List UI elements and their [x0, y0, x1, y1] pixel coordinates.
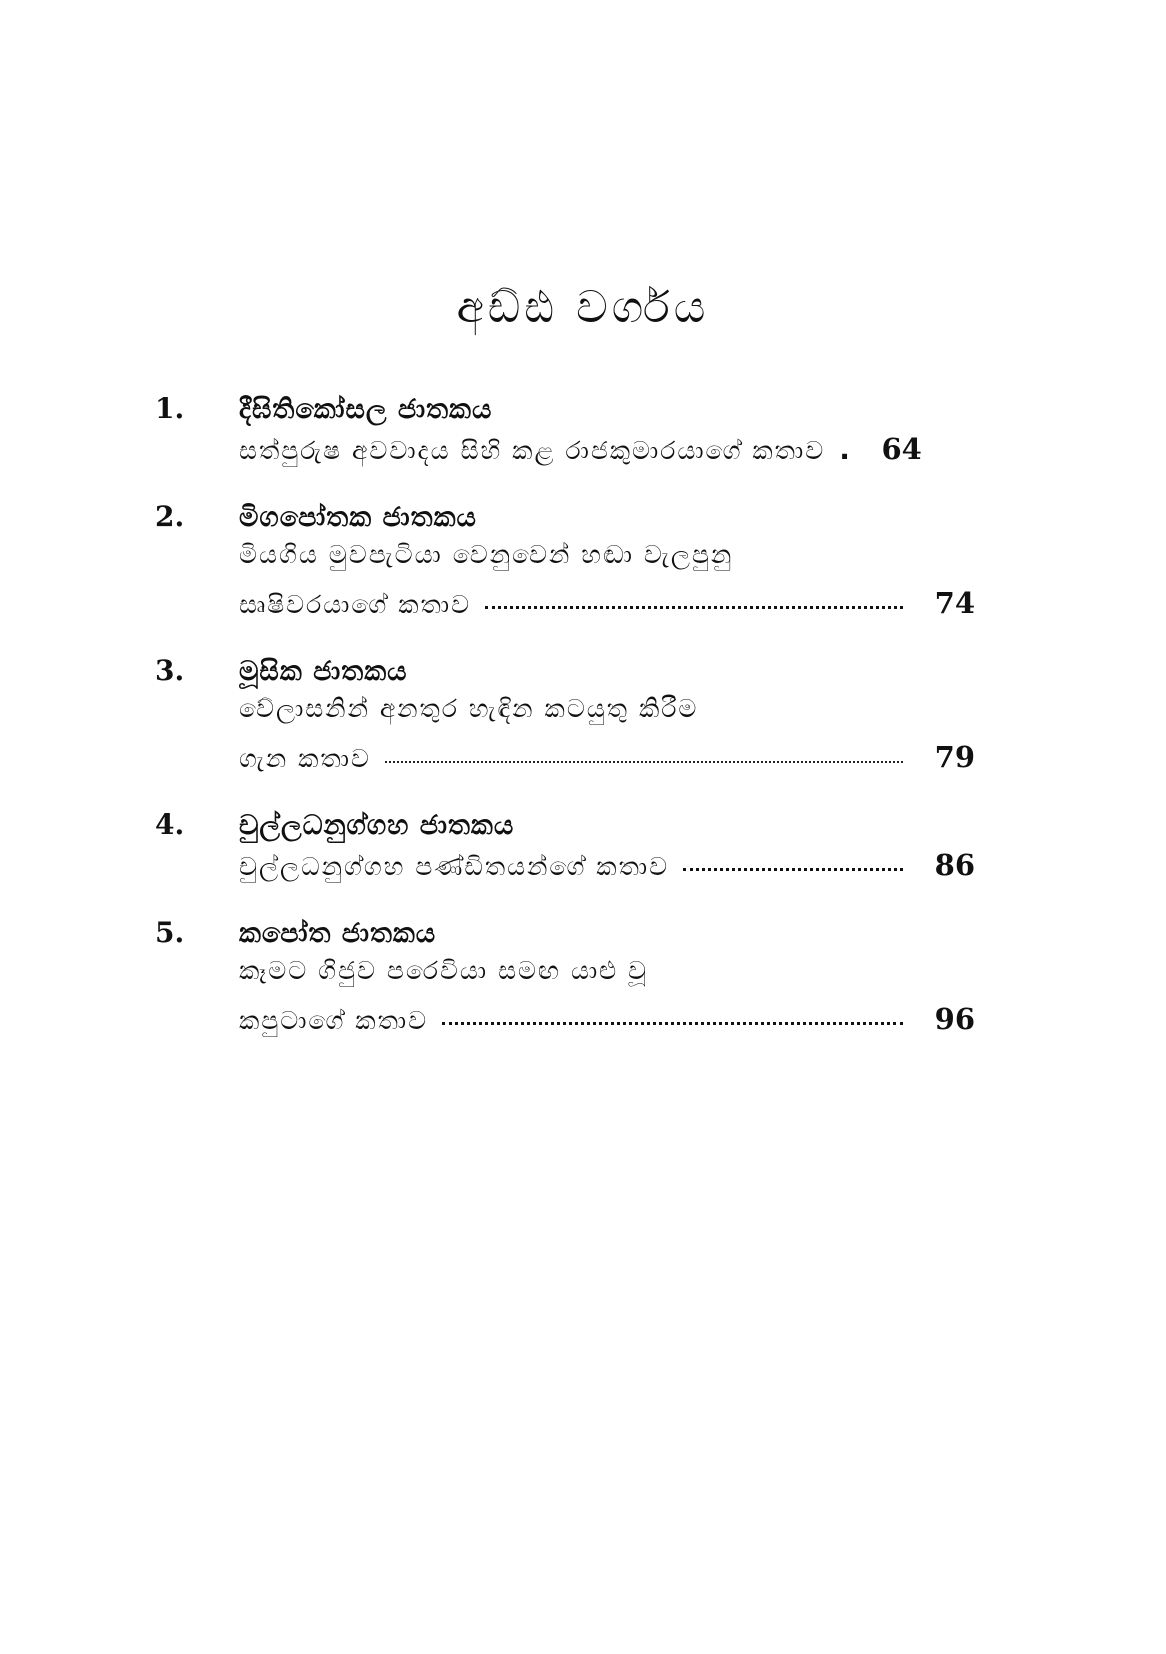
entry-description-line [239, 1002, 975, 1048]
entry-number: 4. [155, 808, 185, 841]
entry-description-line [239, 956, 975, 1002]
entry-description-line [239, 848, 975, 894]
table-of-contents [155, 392, 975, 1070]
toc-entry-heading [155, 500, 975, 540]
dot-leader [442, 1022, 903, 1025]
toc-entry [155, 654, 975, 786]
entry-description: මියගිය මුවපැටියා වෙනුවෙන් හඬා වැලපුනු [239, 540, 734, 569]
entry-page-number: 96 [934, 1002, 975, 1036]
toc-entry-heading [155, 654, 975, 694]
entry-description-line [239, 740, 975, 786]
entry-title: කපෝත ජාතකය [239, 918, 437, 949]
dot-leader [385, 761, 903, 763]
entry-title: මූසික ජාතකය [239, 656, 408, 687]
entry-page-number: 74 [934, 586, 975, 620]
toc-entry [155, 808, 975, 894]
dot-leader [683, 868, 903, 871]
entry-title: දීඝිතිකෝසල ජාතකය [239, 394, 493, 425]
entry-number: 5. [155, 916, 185, 949]
entry-description: චුල්ලධනුග්ගහ පණ්ඩිතයන්ගේ කතාව [239, 852, 670, 881]
entry-description: කෑමට ගිජුව පරෙවියා සමඟ යාළු වූ [239, 956, 649, 985]
leader-dot: . [839, 433, 852, 466]
entry-description-line [239, 540, 975, 586]
toc-entry-heading [155, 392, 975, 432]
entry-description: සෘෂිවරයාගේ කතාව [239, 590, 472, 619]
toc-entry [155, 500, 975, 632]
entry-title: චුල්ලධනුග්ගහ ජාතකය [239, 810, 515, 841]
entry-number: 1. [155, 392, 185, 425]
entry-description-line [239, 586, 975, 632]
toc-entry-heading [155, 808, 975, 848]
entry-number: 3. [155, 654, 185, 687]
toc-entry [155, 392, 975, 478]
entry-description: සත්පුරුෂ අවවාදය සිහි කළ රාජකුමාරයාගේ කතාව [239, 436, 826, 465]
section-title: අඩ්ඪ වර්ගය [456, 282, 710, 333]
entry-page-number: 79 [934, 740, 975, 774]
entry-description-line [239, 432, 975, 478]
toc-entry-heading [155, 916, 975, 956]
entry-description: කපුටාගේ කතාව [239, 1006, 429, 1035]
dot-leader [485, 606, 903, 609]
entry-title: මිගපෝතක ජාතකය [239, 502, 477, 533]
entry-description-line [239, 694, 975, 740]
entry-description: වේලාසනින් අනතුර හැඳින කටයුතු කිරීම [239, 694, 699, 723]
entry-description: ගැන කතාව [239, 744, 371, 773]
entry-page-number: 64 [881, 432, 922, 466]
toc-entry [155, 916, 975, 1048]
entry-number: 2. [155, 500, 185, 533]
entry-page-number: 86 [934, 848, 975, 882]
